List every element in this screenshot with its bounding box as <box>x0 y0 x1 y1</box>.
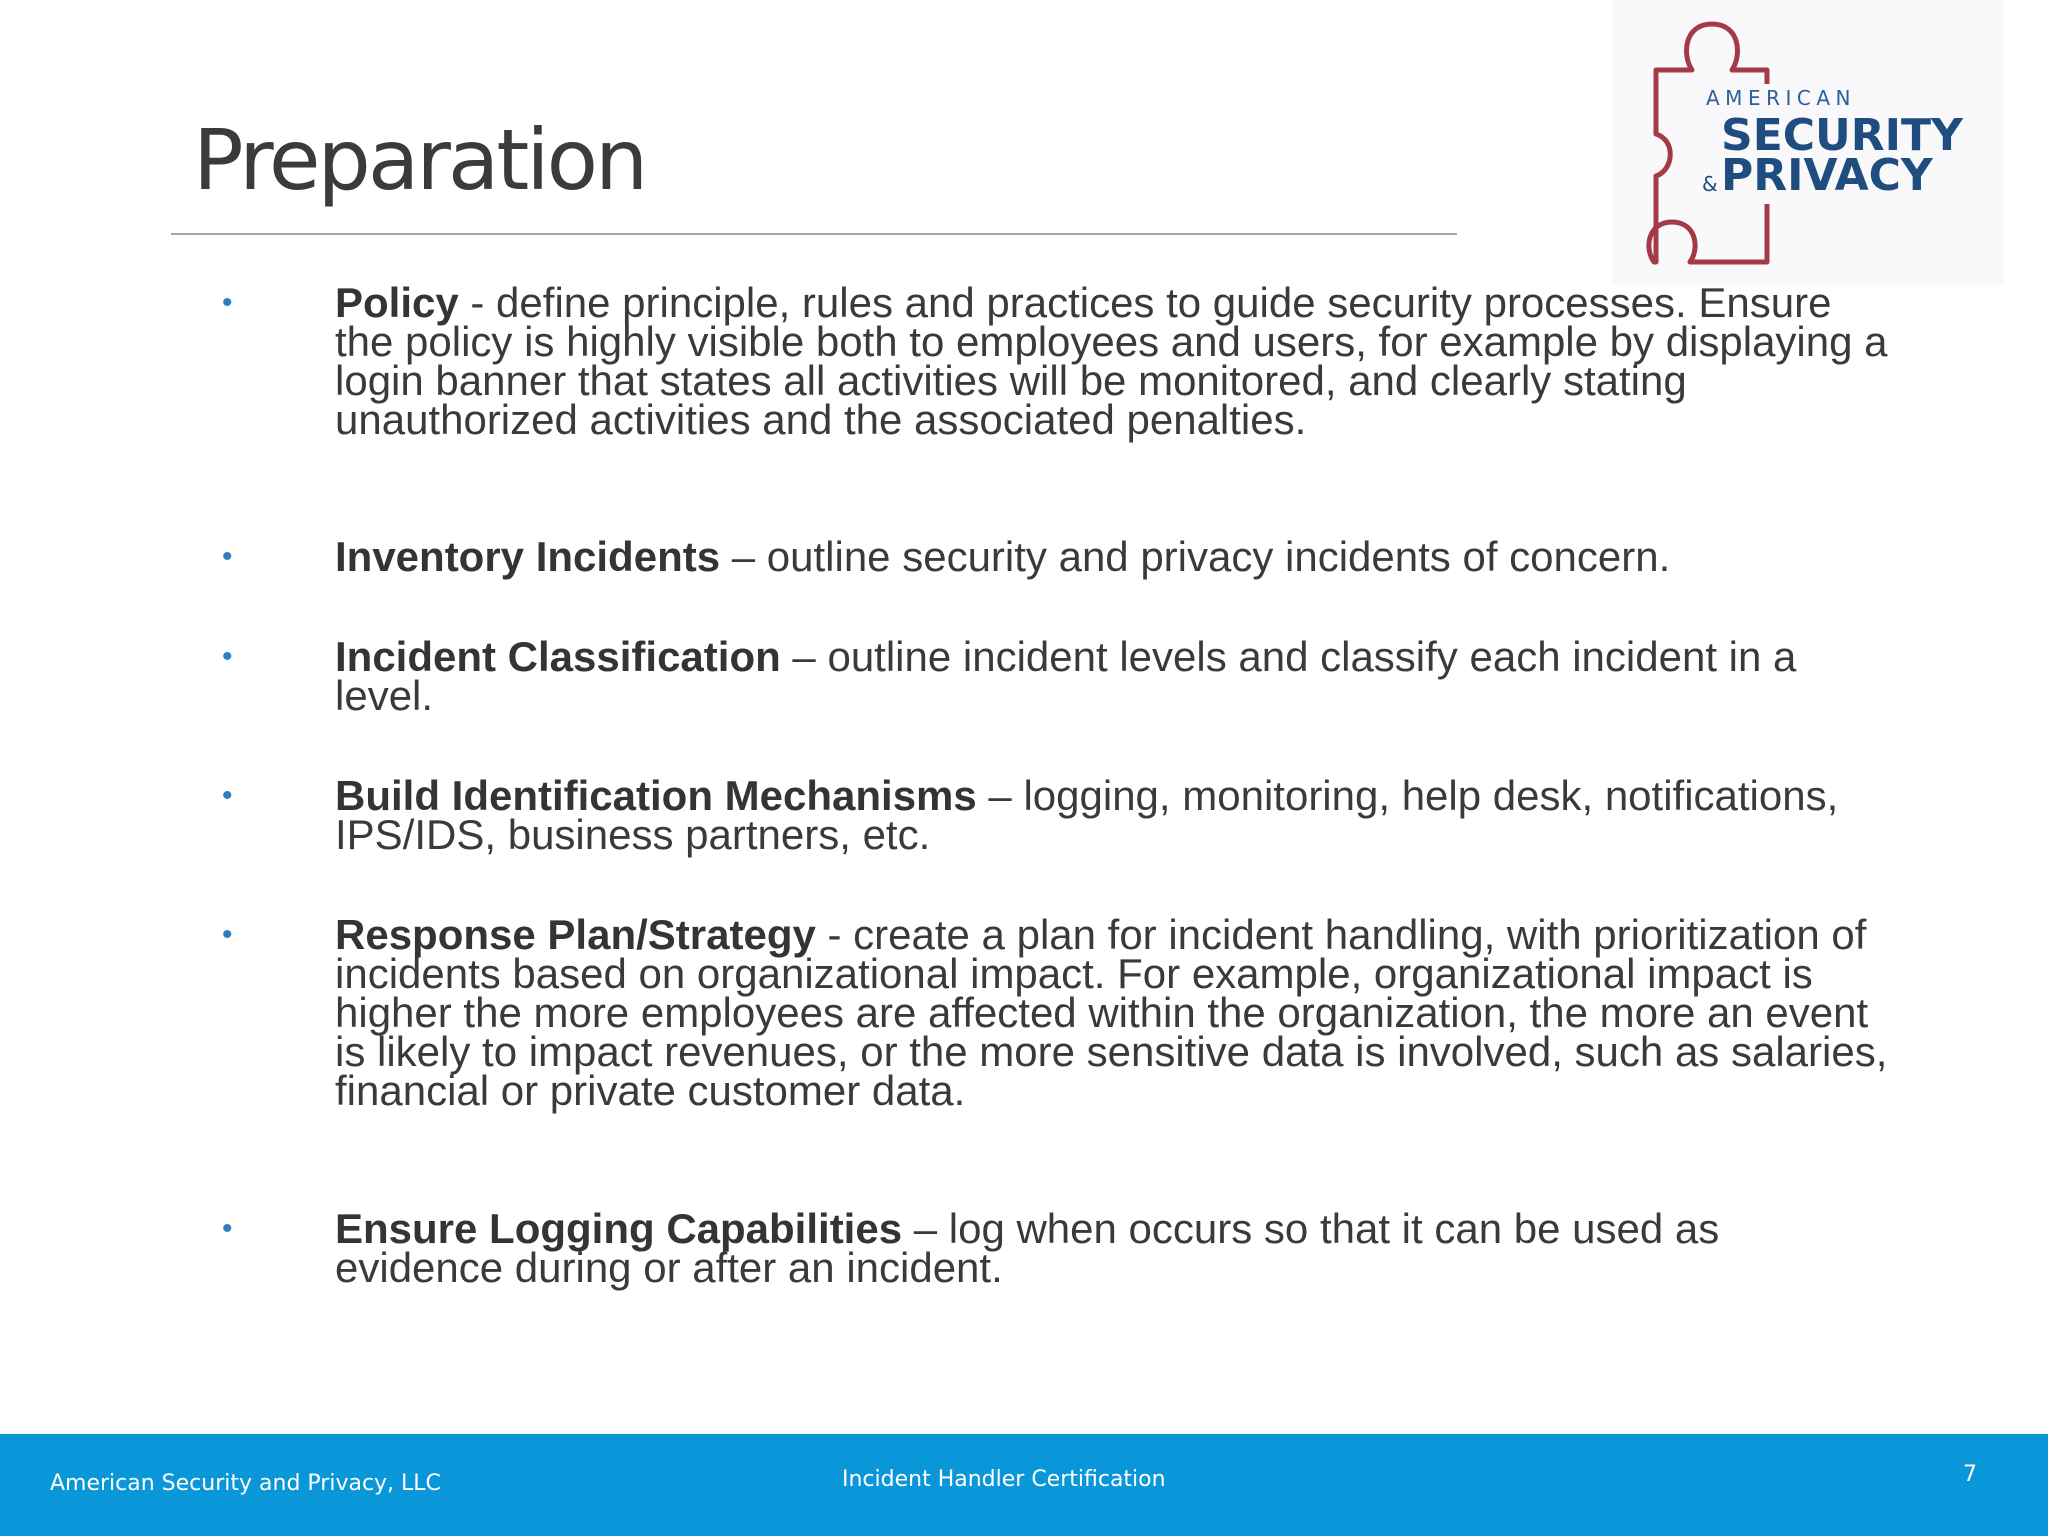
bullet-item-response-plan <box>222 911 1895 1114</box>
bullet-term: Incident Classification <box>335 633 781 680</box>
slide-title: Preparation <box>193 111 646 209</box>
bullet-icon: • <box>222 286 233 319</box>
footer-course-title: Incident Handler Certification <box>842 1467 1166 1492</box>
bullet-term: Inventory Incidents <box>335 533 721 580</box>
bullet-icon: • <box>222 640 233 673</box>
bullet-item-identification-mechanisms <box>222 772 1895 858</box>
slide-footer <box>0 1434 2048 1536</box>
bullet-text: – outline security and privacy incidents of concern. <box>720 533 1671 580</box>
slide-number: 7 <box>1963 1462 1977 1487</box>
footer-company: American Security and Privacy, LLC <box>50 1471 441 1496</box>
bullet-text: - define principle, rules and practices to guide security processes. Ensure the policy is highly visible both to employees and users, for example by displaying a login banner that states all activities will be monitored, and clearly stating unauthorized activities and the associated penalties. <box>335 279 1888 443</box>
title-divider <box>171 233 1457 235</box>
bullet-item-policy <box>222 279 1895 443</box>
logo-text-privacy: PRIVACY <box>1721 150 1933 201</box>
bullet-item-logging-capabilities <box>222 1205 1895 1291</box>
bullet-item-inventory-incidents <box>222 533 1895 580</box>
bullet-item-incident-classification <box>222 633 1895 719</box>
bullet-term: Build Identification Mechanisms <box>335 772 977 819</box>
bullet-icon: • <box>222 540 233 573</box>
bullet-term: Ensure Logging Capabilities <box>335 1205 903 1252</box>
bullet-text: - create a plan for incident handling, with prioritization of incidents based on organizational impact. For example, organizational impact is higher the more employees are affected within the organization, the more an event is likely to impact revenues, or the more sensitive data is involved, such as salaries, financial or private customer data. <box>335 911 1888 1114</box>
bullet-icon: • <box>222 779 233 812</box>
logo-text-security: SECURITY <box>1721 110 1963 161</box>
bullet-text: – outline incident levels and classify each incident in a level. <box>335 633 1797 719</box>
bullet-text: – log when occurs so that it can be used as evidence during or after an incident. <box>335 1205 1720 1291</box>
logo-text-ampersand: & <box>1702 172 1718 196</box>
bullet-term: Policy <box>335 279 459 326</box>
bullet-term: Response Plan/Strategy <box>335 911 816 958</box>
company-logo <box>1612 0 2004 285</box>
logo-text-american: AMERICAN <box>1706 86 1856 110</box>
bullet-text: – logging, monitoring, help desk, notifications, IPS/IDS, business partners, etc. <box>335 772 1839 858</box>
bullet-icon: • <box>222 918 233 951</box>
bullet-icon: • <box>222 1212 233 1245</box>
